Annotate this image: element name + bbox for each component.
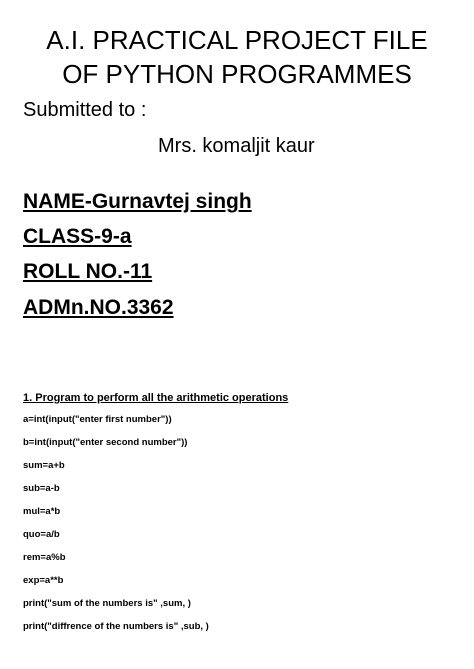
teacher-name: Mrs. komaljit kaur xyxy=(158,135,315,157)
page-title-line-2: OF PYTHON PROGRAMMES xyxy=(62,59,412,89)
code-line: exp=a**b xyxy=(23,575,64,586)
code-line: sub=a-b xyxy=(23,483,60,494)
page-title-line-1: A.I. PRACTICAL PROJECT FILE xyxy=(46,25,428,55)
code-line: a=int(input("enter first number")) xyxy=(23,414,172,425)
code-line: b=int(input("enter second number")) xyxy=(23,437,188,448)
code-line: sum=a+b xyxy=(23,460,65,471)
program-heading: 1. Program to perform all the arithmetic operations xyxy=(23,392,289,404)
code-line: rem=a%b xyxy=(23,552,66,563)
student-name: NAME-Gurnavtej singh xyxy=(23,190,252,213)
student-admission-number: ADMn.NO.3362 xyxy=(23,296,174,319)
student-roll-number: ROLL NO.-11 xyxy=(23,260,153,283)
code-line: quo=a/b xyxy=(23,529,60,540)
code-line: print("sum of the numbers is" ,sum, ) xyxy=(23,598,191,609)
code-line: mul=a*b xyxy=(23,506,61,517)
code-line: print("diffrence of the numbers is" ,sub, ) xyxy=(23,621,209,632)
student-class: CLASS-9-a xyxy=(23,225,132,248)
submitted-to-label: Submitted to : xyxy=(23,99,147,121)
